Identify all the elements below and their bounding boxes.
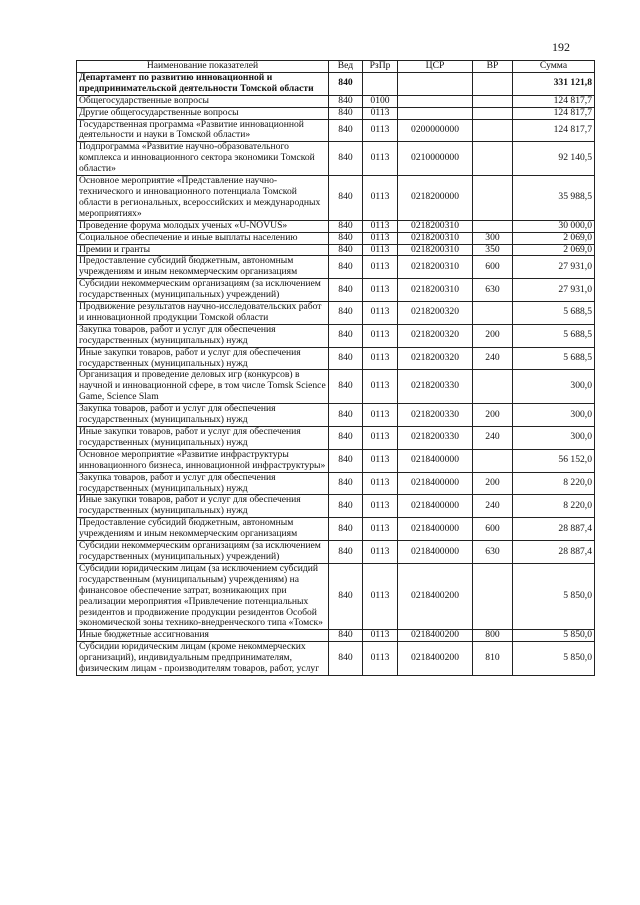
table-row [77, 232, 595, 244]
cell-csr: 0200000000 [398, 119, 473, 142]
cell-csr: 0218200320 [398, 302, 473, 325]
cell-csr: 0218200320 [398, 347, 473, 370]
cell-sum: 331 121,8 [513, 72, 595, 95]
table-row [77, 427, 595, 450]
cell-sum: 27 931,0 [513, 279, 595, 302]
cell-rzpr: 0113 [363, 563, 398, 629]
cell-sum: 2 069,0 [513, 232, 595, 244]
cell-vr: 600 [473, 518, 513, 541]
table-row [77, 347, 595, 370]
cell-rzpr: 0113 [363, 256, 398, 279]
cell-sum: 124 817,7 [513, 119, 595, 142]
header-name: Наименование показателей [77, 61, 329, 73]
cell-ved: 840 [329, 404, 363, 427]
cell-name: Закупка товаров, работ и услуг для обеспечения государственных (муниципальных) нужд [77, 324, 329, 347]
cell-vr [473, 95, 513, 107]
cell-rzpr: 0113 [363, 232, 398, 244]
cell-vr [473, 370, 513, 404]
cell-rzpr: 0113 [363, 302, 398, 325]
cell-ved: 840 [329, 72, 363, 95]
cell-rzpr: 0113 [363, 220, 398, 232]
cell-ved: 840 [329, 279, 363, 302]
table-row [77, 95, 595, 107]
cell-sum: 5 688,5 [513, 302, 595, 325]
cell-rzpr: 0113 [363, 347, 398, 370]
cell-ved: 840 [329, 541, 363, 564]
cell-name: Субсидии некоммерческим организациям (за исключением государственных (муниципальных) учреждений) [77, 279, 329, 302]
cell-rzpr: 0113 [363, 495, 398, 518]
header-row [77, 61, 595, 73]
cell-name: Социальное обеспечение и иные выплаты населению [77, 232, 329, 244]
cell-vr [473, 449, 513, 472]
cell-vr: 800 [473, 630, 513, 642]
cell-name: Предоставление субсидий бюджетным, автономным учреждениям и иным некоммерческим организациям [77, 518, 329, 541]
cell-rzpr: 0113 [363, 279, 398, 302]
cell-csr [398, 72, 473, 95]
table-row [77, 256, 595, 279]
cell-rzpr: 0113 [363, 244, 398, 256]
cell-vr: 600 [473, 256, 513, 279]
cell-name: Общегосударственные вопросы [77, 95, 329, 107]
cell-ved: 840 [329, 119, 363, 142]
table-row [77, 642, 595, 676]
cell-csr: 0218400200 [398, 630, 473, 642]
cell-rzpr [363, 72, 398, 95]
header-ved: Вед [329, 61, 363, 73]
cell-ved: 840 [329, 642, 363, 676]
cell-name: Иные закупки товаров, работ и услуг для обеспечения государственных (муниципальных) нужд [77, 495, 329, 518]
cell-ved: 840 [329, 630, 363, 642]
cell-ved: 840 [329, 427, 363, 450]
cell-ved: 840 [329, 563, 363, 629]
cell-name: Премии и гранты [77, 244, 329, 256]
cell-ved: 840 [329, 370, 363, 404]
cell-sum: 5 850,0 [513, 563, 595, 629]
cell-csr [398, 107, 473, 119]
cell-rzpr: 0113 [363, 541, 398, 564]
cell-sum: 300,0 [513, 427, 595, 450]
page-number: 192 [552, 40, 570, 54]
cell-name: Субсидии юридическим лицам (за исключением субсидий государственным (муниципальным) учреждениям) на финансовое обеспечение затрат, возникающих при реализации мероприятия «Привлечение потенциальных резидентов и продвижение продукции резидентов Особой экономической зоны технико-внедренческого типа «Томск» [77, 563, 329, 629]
cell-sum: 5 850,0 [513, 630, 595, 642]
cell-ved: 840 [329, 142, 363, 176]
cell-ved: 840 [329, 324, 363, 347]
cell-rzpr: 0113 [363, 472, 398, 495]
cell-sum: 28 887,4 [513, 541, 595, 564]
table-row [77, 220, 595, 232]
cell-rzpr: 0113 [363, 324, 398, 347]
header-csr: ЦСР [398, 61, 473, 73]
cell-rzpr: 0113 [363, 449, 398, 472]
cell-name: Иные закупки товаров, работ и услуг для обеспечения государственных (муниципальных) нужд [77, 427, 329, 450]
cell-ved: 840 [329, 107, 363, 119]
cell-vr [473, 107, 513, 119]
table-row [77, 279, 595, 302]
cell-rzpr: 0113 [363, 630, 398, 642]
cell-ved: 840 [329, 220, 363, 232]
table-row [77, 142, 595, 176]
cell-csr: 0218200330 [398, 404, 473, 427]
cell-csr: 0218200310 [398, 220, 473, 232]
cell-csr: 0218200000 [398, 176, 473, 221]
cell-csr: 0218400000 [398, 495, 473, 518]
cell-sum: 28 887,4 [513, 518, 595, 541]
table-row [77, 370, 595, 404]
cell-sum: 124 817,7 [513, 95, 595, 107]
cell-sum: 300,0 [513, 404, 595, 427]
cell-sum: 5 850,0 [513, 642, 595, 676]
cell-name: Другие общегосударственные вопросы [77, 107, 329, 119]
table-row [77, 563, 595, 629]
cell-name: Основное мероприятие «Развитие инфраструктуры инновационного бизнеса, инновационной инфраструктуры» [77, 449, 329, 472]
table-row [77, 630, 595, 642]
header-rzpr: РзПр [363, 61, 398, 73]
cell-sum: 8 220,0 [513, 495, 595, 518]
cell-name: Департамент по развитию инновационной и предпринимательской деятельности Томской области [77, 72, 329, 95]
cell-sum: 300,0 [513, 370, 595, 404]
cell-sum: 8 220,0 [513, 472, 595, 495]
cell-ved: 840 [329, 449, 363, 472]
cell-name: Проведение форума молодых ученых «U-NOVUS» [77, 220, 329, 232]
cell-csr: 0218200330 [398, 370, 473, 404]
cell-name: Организация и проведение деловых игр (конкурсов) в научной и инновационной сфере, в том числе Tomsk Science Game, Science Slam [77, 370, 329, 404]
cell-vr [473, 142, 513, 176]
cell-vr: 240 [473, 347, 513, 370]
cell-csr: 0218200310 [398, 279, 473, 302]
cell-sum: 35 988,5 [513, 176, 595, 221]
cell-vr: 350 [473, 244, 513, 256]
table-row [77, 518, 595, 541]
cell-sum: 56 152,0 [513, 449, 595, 472]
cell-csr: 0218400200 [398, 642, 473, 676]
cell-name: Закупка товаров, работ и услуг для обеспечения государственных (муниципальных) нужд [77, 404, 329, 427]
cell-rzpr: 0113 [363, 404, 398, 427]
cell-ved: 840 [329, 244, 363, 256]
cell-vr: 240 [473, 427, 513, 450]
cell-ved: 840 [329, 232, 363, 244]
cell-vr [473, 302, 513, 325]
cell-ved: 840 [329, 472, 363, 495]
budget-table [76, 60, 595, 676]
cell-name: Субсидии некоммерческим организациям (за исключением государственных (муниципальных) учреждений) [77, 541, 329, 564]
cell-rzpr: 0113 [363, 142, 398, 176]
cell-sum: 5 688,5 [513, 324, 595, 347]
cell-vr: 810 [473, 642, 513, 676]
cell-csr: 0218200310 [398, 244, 473, 256]
table-row [77, 72, 595, 95]
cell-ved: 840 [329, 302, 363, 325]
table-row [77, 449, 595, 472]
cell-ved: 840 [329, 347, 363, 370]
cell-ved: 840 [329, 176, 363, 221]
cell-csr: 0218200320 [398, 324, 473, 347]
cell-vr: 630 [473, 541, 513, 564]
cell-name: Основное мероприятие «Представление научно-технического и инновационного потенциала Томской области в региональных, всероссийских и международных мероприятиях» [77, 176, 329, 221]
table-row [77, 302, 595, 325]
cell-vr: 200 [473, 472, 513, 495]
cell-csr [398, 95, 473, 107]
table-row [77, 119, 595, 142]
cell-ved: 840 [329, 518, 363, 541]
cell-sum: 30 000,0 [513, 220, 595, 232]
header-sum: Сумма [513, 61, 595, 73]
cell-vr [473, 220, 513, 232]
cell-name: Подпрограмма «Развитие научно-образовательного комплекса и инновационного сектора экономики Томской области» [77, 142, 329, 176]
cell-name: Субсидии юридическим лицам (кроме некоммерческих организаций), индивидуальным предпринимателям, физическим лицам - производителям товаров, работ, услуг [77, 642, 329, 676]
cell-rzpr: 0113 [363, 370, 398, 404]
table-row [77, 472, 595, 495]
cell-vr [473, 176, 513, 221]
cell-vr: 200 [473, 404, 513, 427]
cell-csr: 0218200310 [398, 232, 473, 244]
cell-csr: 0218200310 [398, 256, 473, 279]
table-row [77, 244, 595, 256]
cell-ved: 840 [329, 256, 363, 279]
table-row [77, 495, 595, 518]
cell-vr [473, 119, 513, 142]
cell-vr [473, 563, 513, 629]
cell-vr: 240 [473, 495, 513, 518]
cell-sum: 5 688,5 [513, 347, 595, 370]
cell-vr: 630 [473, 279, 513, 302]
cell-vr [473, 72, 513, 95]
cell-sum: 2 069,0 [513, 244, 595, 256]
cell-ved: 840 [329, 495, 363, 518]
cell-rzpr: 0113 [363, 119, 398, 142]
cell-name: Иные бюджетные ассигнования [77, 630, 329, 642]
cell-rzpr: 0113 [363, 518, 398, 541]
table-row [77, 107, 595, 119]
cell-rzpr: 0113 [363, 107, 398, 119]
cell-vr: 300 [473, 232, 513, 244]
cell-rzpr: 0113 [363, 427, 398, 450]
cell-name: Предоставление субсидий бюджетным, автономным учреждениям и иным некоммерческим организациям [77, 256, 329, 279]
table-body [77, 72, 595, 675]
cell-sum: 27 931,0 [513, 256, 595, 279]
cell-csr: 0218400000 [398, 541, 473, 564]
cell-csr: 0218400000 [398, 518, 473, 541]
header-vr: ВР [473, 61, 513, 73]
cell-csr: 0218400200 [398, 563, 473, 629]
cell-vr: 200 [473, 324, 513, 347]
cell-rzpr: 0113 [363, 642, 398, 676]
cell-csr: 0218200330 [398, 427, 473, 450]
cell-csr: 0218400000 [398, 472, 473, 495]
cell-sum: 92 140,5 [513, 142, 595, 176]
cell-name: Закупка товаров, работ и услуг для обеспечения государственных (муниципальных) нужд [77, 472, 329, 495]
cell-csr: 0218400000 [398, 449, 473, 472]
table-row [77, 541, 595, 564]
cell-csr: 0210000000 [398, 142, 473, 176]
cell-name: Продвижение результатов научно-исследовательских работ и инновационной продукции Томской области [77, 302, 329, 325]
cell-rzpr: 0113 [363, 176, 398, 221]
cell-rzpr: 0100 [363, 95, 398, 107]
cell-ved: 840 [329, 95, 363, 107]
cell-name: Иные закупки товаров, работ и услуг для обеспечения государственных (муниципальных) нужд [77, 347, 329, 370]
table-row [77, 176, 595, 221]
table-row [77, 324, 595, 347]
table-header [77, 61, 595, 73]
cell-name: Государственная программа «Развитие инновационной деятельности и науки в Томской области» [77, 119, 329, 142]
cell-sum: 124 817,7 [513, 107, 595, 119]
table-row [77, 404, 595, 427]
